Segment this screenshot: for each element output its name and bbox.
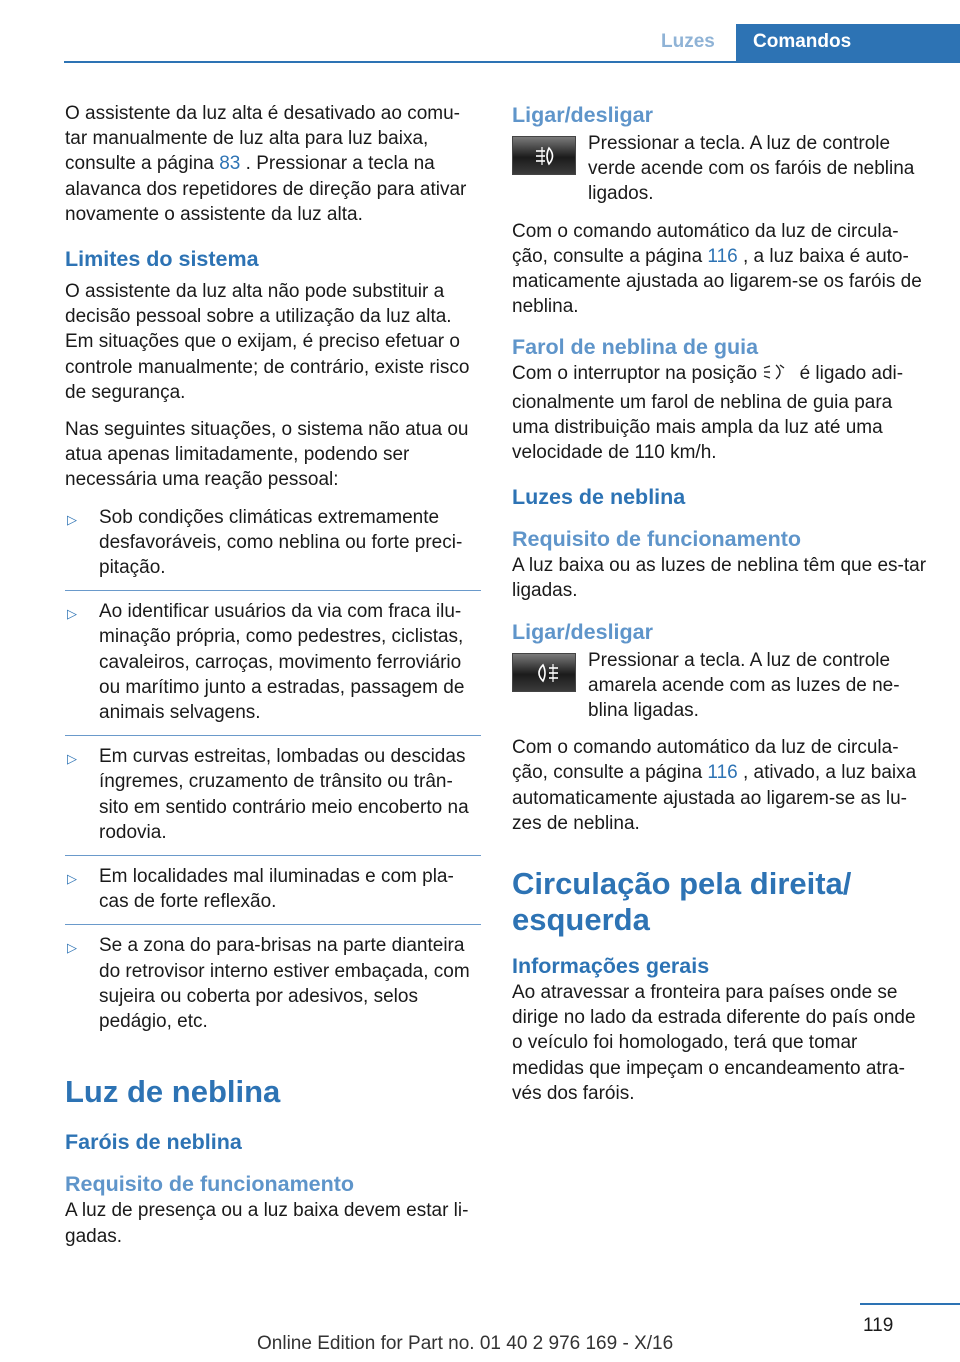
tab-comandos[interactable]: Comandos [736, 24, 960, 62]
heading-farol-guia: Farol de neblina de guia [512, 335, 759, 360]
list-item: ▷ Se a zona do para-brisas na parte dianteira do retrovisor interno estiver embaçada, com sujeira ou coberta por adesivos, selos pedágio, etc. [67, 935, 470, 1033]
heading-circulacao: Circulação pela direita/ esquerda [512, 866, 852, 938]
heading-farois: Faróis de neblina [65, 1130, 242, 1155]
paragraph-tecla-amarela: Pressionar a tecla. A luz de controle amarela acende com as luzes de ne-blina ligadas. [588, 649, 900, 722]
paragraph-requisito-2: A luz baixa ou as luzes de neblina têm que es-tar ligadas. [512, 555, 927, 602]
page-link-116[interactable]: 116 [707, 245, 738, 267]
heading-limites: Limites do sistema [65, 247, 259, 272]
page-link-116-b[interactable]: 116 [707, 762, 738, 784]
heading-requisito-2: Requisito de funcionamento [512, 527, 802, 552]
header-rule [64, 61, 960, 63]
list-item: ▷ Sob condições climáticas extremamente desfavoráveis, como neblina ou forte preci-pitação. [65, 505, 481, 592]
triangle-bullet-icon: ▷ [67, 871, 77, 887]
page-link-83[interactable]: 83 [219, 153, 241, 175]
situation-list [65, 505, 481, 1045]
heading-luzes-neblina: Luzes de neblina [512, 485, 686, 510]
triangle-bullet-icon: ▷ [67, 751, 77, 767]
right-column [512, 101, 930, 1118]
rear-fog-light-button[interactable] [512, 653, 576, 692]
edition-footer: Online Edition for Part no. 01 40 2 976 169 - X/16 [257, 1333, 674, 1354]
front-fog-light-button[interactable] [512, 136, 576, 175]
paragraph-informacoes: Ao atravessar a fronteira para países onde se dirige no lado da estrada diferente do país onde o veículo foi homologado, terá que tomar medidas que impeçam o encandeamento atra-vés dos faróis. [512, 982, 916, 1104]
page-number: 119 [863, 1315, 894, 1336]
fog-light-button-row [512, 131, 930, 207]
paragraph-tecla-verde: Pressionar a tecla. A luz de controle verde acende com os faróis de neblina ligados. [588, 133, 915, 205]
paragraph-automatico-1: Com o comando automático da luz de circula-ção, consulte a página 116 , a luz baixa é auto-maticamente ajustada ao ligarem-se os faróis de neblina. [512, 220, 922, 318]
heading-requisito: Requisito de funcionamento [65, 1172, 355, 1197]
list-item: ▷ Em localidades mal iluminadas e com pla-cas de forte reflexão. [65, 864, 481, 925]
heading-luz-neblina: Luz de neblina [65, 1074, 281, 1110]
triangle-bullet-icon: ▷ [67, 511, 77, 527]
paragraph-requisito: A luz de presença ou a luz baixa devem estar li-gadas. [65, 1200, 469, 1247]
paragraph-limites: O assistente da luz alta não pode substituir a decisão pessoal sobre a utilização da luz alta. Em situações que o exijam, é preciso efetuar o controle manualmente; de contrário, existe risco de segurança. [65, 281, 470, 403]
triangle-bullet-icon: ▷ [67, 940, 77, 956]
left-column [65, 101, 481, 1261]
rear-fog-button-row [512, 648, 930, 724]
triangle-bullet-icon: ▷ [67, 606, 77, 622]
heading-ligar-desligar-2: Ligar/desligar [512, 619, 653, 644]
paragraph-farol-guia: Com o interruptor na posição é ligado adi-cionalmente um farol de neblina de guia para uma distribuição mais ampla da luz até uma velocidade de 110 km/h. [512, 363, 904, 464]
list-item: ▷ Em curvas estreitas, lombadas ou descidas íngremes, cruzamento de trânsito ou trân-sito em sentido contrário meio encoberto na rodovia. [65, 744, 481, 856]
list-item: ▷ Ao identificar usuários da via com fraca ilu-minação própria, como pedestres, ciclistas, cavaleiros, carroças, movimento ferroviário ou marítimo junto a estradas, passagem de animais selvagens. [65, 599, 481, 736]
heading-ligar-desligar-1: Ligar/desligar [512, 103, 653, 127]
footer-rule [860, 1303, 960, 1305]
tab-luzes[interactable]: Luzes [661, 31, 715, 52]
switch-position-icon [762, 362, 794, 389]
paragraph-assistente: O assistente da luz alta é desativado ao comu-tar manualmente de luz alta para luz baixa, consulte a página 83 . Pressionar a tecla na alavanca dos repetidores de direção para ativar novamente o assistente da luz alta. [65, 103, 467, 225]
paragraph-automatico-2: Com o comando automático da luz de circula-ção, consulte a página 116 , ativado, a luz baixa automaticamente ajustada ao ligarem-se as lu-zes de neblina. [512, 737, 917, 834]
paragraph-situacoes: Nas seguintes situações, o sistema não atua ou atua apenas limitadamente, podendo ser necessária uma reação pessoal: [65, 419, 469, 491]
heading-informacoes: Informações gerais [512, 954, 710, 979]
rear-fog-light-icon [534, 662, 560, 684]
front-fog-light-icon [534, 145, 558, 167]
